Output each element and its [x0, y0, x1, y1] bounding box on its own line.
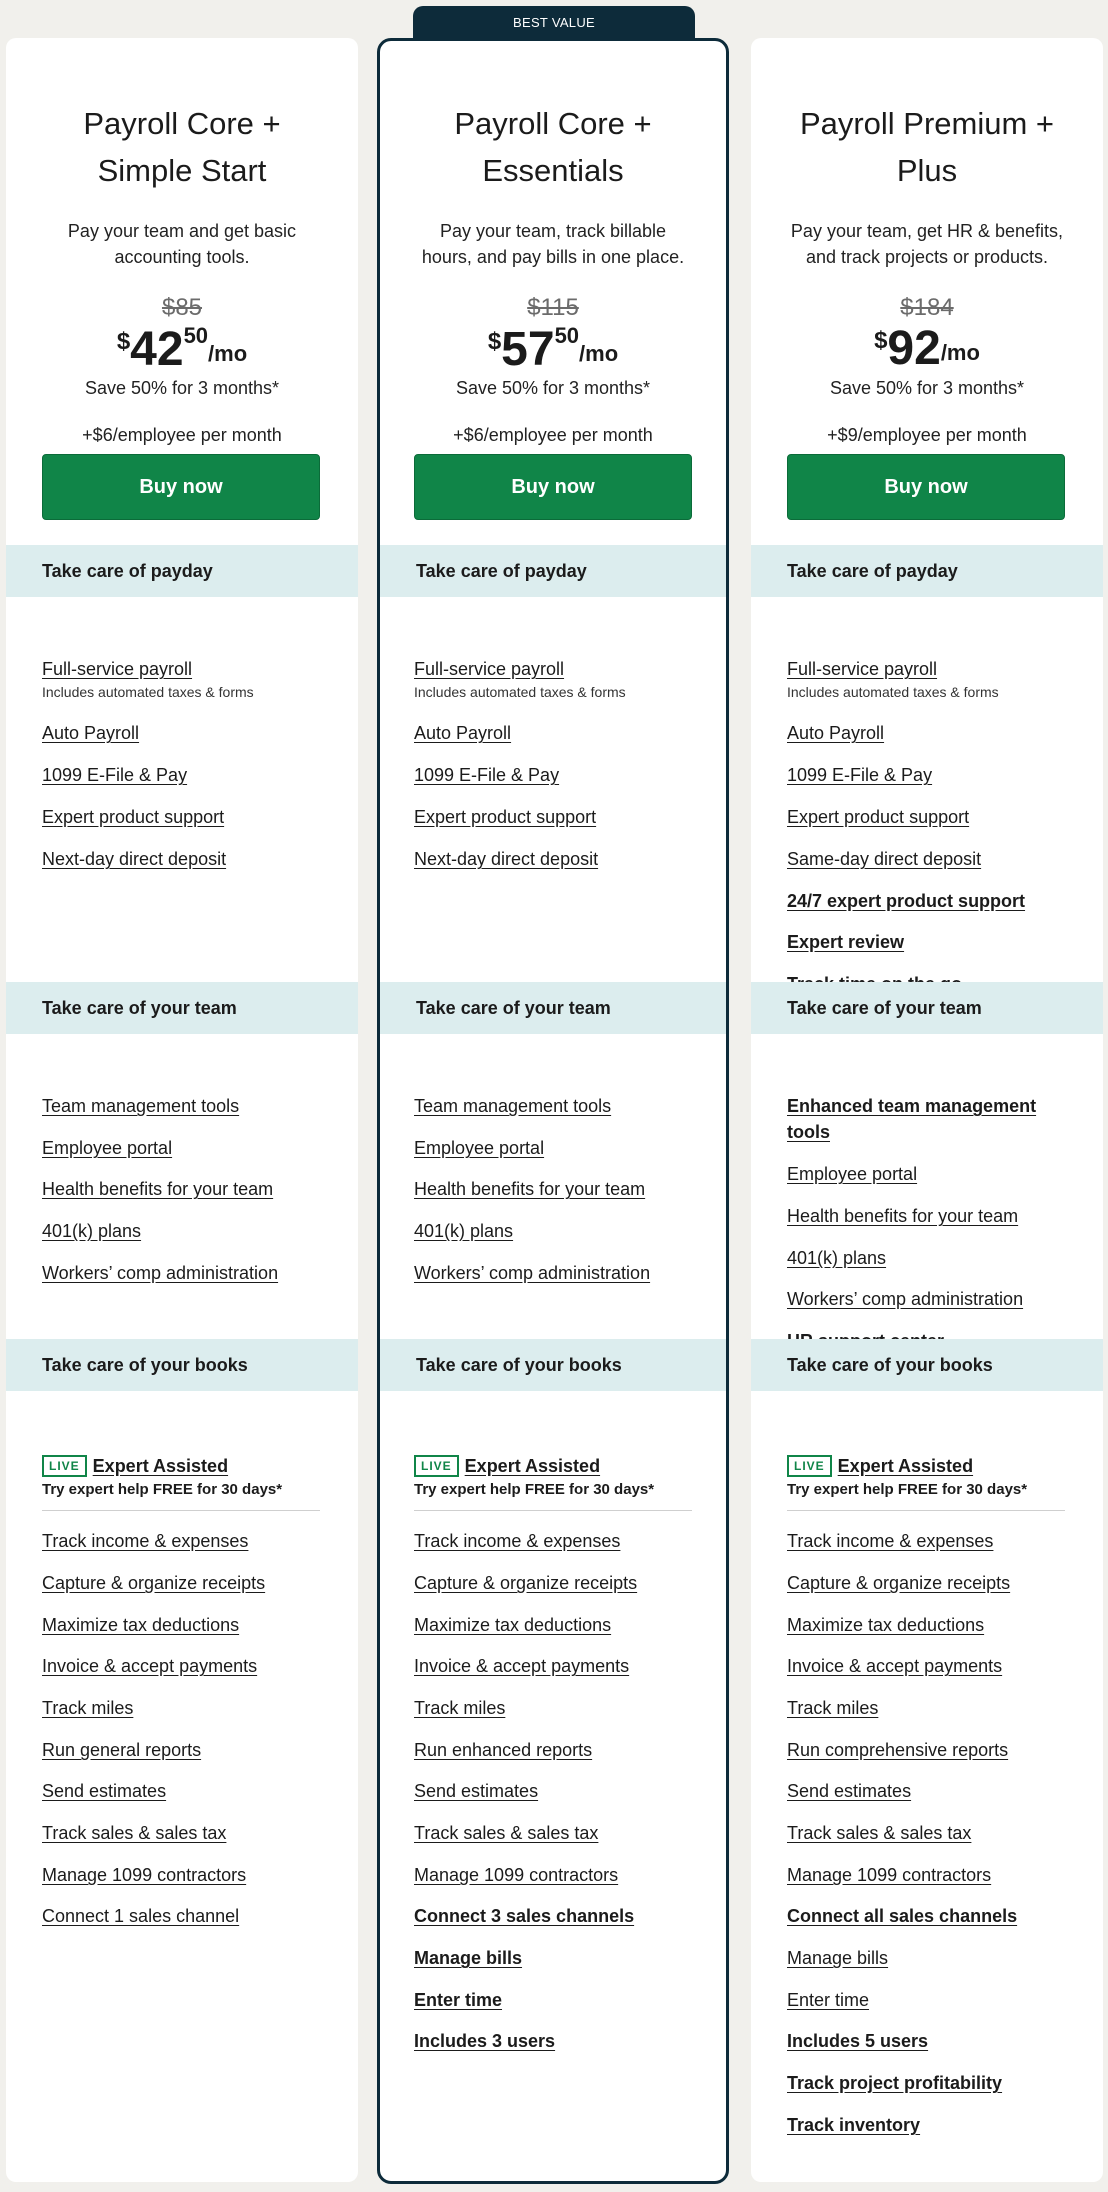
feature-link[interactable]: Capture & organize receipts: [787, 1573, 1011, 1593]
feature-link[interactable]: Track sales & sales tax: [414, 1823, 599, 1843]
feature-item: [787, 1987, 1093, 2013]
plan-title: [6, 100, 358, 194]
feature-link[interactable]: Full-service payroll: [42, 659, 193, 679]
feature-link[interactable]: Send estimates: [414, 1781, 539, 1801]
feature-item: [787, 1245, 1093, 1271]
feature-link[interactable]: Invoice & accept payments: [414, 1656, 630, 1676]
price-whole: 92: [887, 322, 941, 375]
feature-link[interactable]: Auto Payroll: [787, 723, 885, 743]
feature-link[interactable]: Track miles: [42, 1698, 134, 1718]
feature-link[interactable]: Track miles: [414, 1698, 506, 1718]
feature-item: [414, 1778, 716, 1804]
feature-link[interactable]: Connect 1 sales channel: [42, 1906, 240, 1926]
feature-link[interactable]: 401(k) plans: [414, 1221, 514, 1241]
plan-description-line-1: Pay your team, get HR & benefits,: [790, 221, 1064, 241]
plan-card-simple-start: [6, 38, 358, 2182]
feature-link[interactable]: Expert review: [787, 932, 905, 952]
live-badge: LIVE: [42, 1455, 87, 1477]
original-price: $115: [527, 294, 579, 321]
original-price: $85: [161, 294, 203, 321]
feature-link[interactable]: Track inventory: [787, 2115, 921, 2135]
feature-link[interactable]: Team management tools: [414, 1096, 612, 1116]
plan-title-line-1: Payroll Core +: [454, 106, 652, 141]
section-header-payday: Take care of payday: [751, 545, 1103, 597]
plan-title-line-2: Essentials: [482, 153, 624, 188]
feature-item: [787, 1945, 1093, 1971]
feature-item: [42, 1612, 348, 1638]
feature-item: [787, 1570, 1093, 1596]
feature-item: [787, 1903, 1093, 1929]
expert-assisted-link[interactable]: Expert Assisted: [92, 1456, 229, 1476]
feature-item: [42, 1653, 348, 1679]
feature-link[interactable]: 24/7 expert product support: [787, 891, 1026, 911]
per-employee-price: +$9/employee per month: [827, 425, 1027, 445]
trial-text: Try expert help FREE for 30 days*: [42, 1481, 283, 1498]
feature-item: [414, 1820, 716, 1846]
plan-description-line-1: Pay your team, track billable: [439, 221, 667, 241]
feature-link[interactable]: Manage 1099 contractors: [787, 1865, 992, 1885]
plan-title-line-1: Payroll Premium +: [799, 106, 1055, 141]
feature-link[interactable]: Capture & organize receipts: [414, 1573, 638, 1593]
original-price: $184: [900, 294, 954, 321]
feature-item: [787, 929, 1093, 955]
feature-item: [787, 804, 1093, 830]
feature-item: [42, 1260, 348, 1286]
promo-text: Save 50% for 3 months*: [829, 378, 1025, 398]
feature-subtext: Includes automated taxes & forms: [787, 684, 999, 700]
feature-item: [787, 1778, 1093, 1804]
expert-assisted-link[interactable]: Expert Assisted: [464, 1456, 601, 1476]
trial-text: Try expert help FREE for 30 days*: [787, 1481, 1028, 1498]
feature-item: [787, 2070, 1093, 2096]
price-period: /mo: [208, 341, 248, 366]
feature-link[interactable]: Track sales & sales tax: [787, 1823, 972, 1843]
feature-link[interactable]: Track income & expenses: [42, 1531, 249, 1551]
feature-link[interactable]: Track income & expenses: [787, 1531, 994, 1551]
section-header-team: Take care of your team: [751, 982, 1103, 1034]
feature-item: [42, 1135, 348, 1161]
feature-link[interactable]: Invoice & accept payments: [42, 1656, 258, 1676]
plan-title-line-2: Plus: [896, 153, 958, 188]
price-currency: $: [874, 327, 888, 354]
per-employee-price: +$6/employee per month: [82, 425, 282, 445]
divider: [414, 1510, 692, 1511]
section-header-books: Take care of your books: [380, 1339, 726, 1391]
feature-link[interactable]: Maximize tax deductions: [787, 1615, 985, 1635]
feature-link[interactable]: 1099 E-File & Pay: [787, 765, 933, 785]
price-period: /mo: [940, 340, 980, 365]
feature-link[interactable]: 401(k) plans: [787, 1248, 887, 1268]
promo-text: Save 50% for 3 months*: [455, 378, 651, 398]
feature-item: [414, 1612, 716, 1638]
price-currency: $: [116, 328, 131, 355]
feature-item: [414, 1528, 716, 1554]
feature-link[interactable]: Enter time: [414, 1990, 503, 2010]
plan-title-line-2: Simple Start: [97, 153, 267, 188]
feature-item: [787, 2112, 1093, 2138]
feature-link[interactable]: Run comprehensive reports: [787, 1740, 1009, 1760]
feature-subtext: Includes automated taxes & forms: [414, 684, 626, 700]
feature-item: [414, 1737, 716, 1763]
section-header-payday: Take care of payday: [380, 545, 726, 597]
feature-link[interactable]: 401(k) plans: [42, 1221, 142, 1241]
plan-card-premium-plus: [751, 38, 1103, 2182]
feature-item: [414, 1218, 716, 1244]
feature-item: [414, 1570, 716, 1596]
feature-item: [42, 762, 348, 788]
price-period: /mo: [579, 341, 619, 366]
price-currency: $: [487, 328, 502, 355]
current-price: [380, 325, 726, 374]
plan-description: [400, 218, 706, 270]
plan-description: [26, 218, 338, 270]
trial-text: Try expert help FREE for 30 days*: [414, 1481, 655, 1498]
section-header-books: Take care of your books: [751, 1339, 1103, 1391]
feature-item: [42, 1176, 348, 1202]
feature-link[interactable]: Maximize tax deductions: [42, 1615, 240, 1635]
feature-item: [414, 1093, 716, 1119]
feature-link[interactable]: Auto Payroll: [42, 723, 140, 743]
feature-link[interactable]: Employee portal: [787, 1164, 918, 1184]
feature-link[interactable]: Health benefits for your team: [414, 1179, 646, 1199]
feature-item: [42, 1778, 348, 1804]
feature-link[interactable]: 1099 E-File & Pay: [414, 765, 560, 785]
feature-link[interactable]: Connect all sales channels: [787, 1906, 1018, 1926]
section-header-books: Take care of your books: [6, 1339, 358, 1391]
feature-item: [42, 1695, 348, 1721]
plan-description-line-2: hours, and pay bills in one place.: [421, 247, 685, 267]
feature-link[interactable]: Workers’ comp administration: [787, 1289, 1024, 1309]
feature-item: [787, 1203, 1093, 1229]
feature-item: [42, 846, 348, 872]
feature-item: [42, 1737, 348, 1763]
feature-item: [787, 1653, 1093, 1679]
feature-link[interactable]: Auto Payroll: [414, 723, 512, 743]
feature-item: [42, 1862, 348, 1888]
plan-description-line-2: accounting tools.: [114, 247, 250, 267]
feature-link[interactable]: Invoice & accept payments: [787, 1656, 1003, 1676]
feature-item: [787, 762, 1093, 788]
feature-link[interactable]: Workers’ comp administration: [42, 1263, 279, 1283]
feature-link[interactable]: Capture & organize receipts: [42, 1573, 266, 1593]
feature-item: [414, 846, 716, 872]
feature-link[interactable]: Health benefits for your team: [787, 1206, 1019, 1226]
plan-title: [380, 100, 726, 194]
plan-title: [751, 100, 1103, 194]
feature-item: [414, 2028, 716, 2054]
feature-item: [414, 1135, 716, 1161]
feature-item: [787, 846, 1093, 872]
promo-text: Save 50% for 3 months*: [84, 378, 280, 398]
feature-link[interactable]: Team management tools: [42, 1096, 240, 1116]
feature-item: [787, 1695, 1093, 1721]
feature-item: [787, 888, 1093, 914]
feature-link[interactable]: 1099 E-File & Pay: [42, 765, 188, 785]
feature-item: [42, 1218, 348, 1244]
feature-link[interactable]: Manage bills: [414, 1948, 523, 1968]
feature-link[interactable]: Track sales & sales tax: [42, 1823, 227, 1843]
feature-link[interactable]: Includes 5 users: [787, 2031, 929, 2051]
feature-link[interactable]: Includes 3 users: [414, 2031, 556, 2051]
feature-link[interactable]: Expert product support: [787, 807, 970, 827]
feature-item: [414, 1260, 716, 1286]
expert-assisted: [42, 1454, 348, 1478]
feature-link[interactable]: Manage bills: [787, 1948, 889, 1968]
divider: [42, 1510, 320, 1511]
feature-item: [42, 1093, 348, 1119]
buy-now-button[interactable]: Buy now: [787, 454, 1065, 520]
plan-description: [771, 218, 1083, 270]
feature-link[interactable]: Health benefits for your team: [42, 1179, 274, 1199]
feature-link[interactable]: Expert product support: [414, 807, 597, 827]
feature-link[interactable]: Connect 3 sales channels: [414, 1906, 635, 1926]
feature-item: [42, 1570, 348, 1596]
feature-link[interactable]: Send estimates: [42, 1781, 167, 1801]
price-cents: 50: [183, 323, 209, 348]
feature-item: [414, 1903, 716, 1929]
feature-link[interactable]: Employee portal: [42, 1138, 173, 1158]
plan-card-essentials: [377, 38, 729, 2184]
plan-description-line-1: Pay your team and get basic: [67, 221, 297, 241]
best-value-badge: BEST VALUE: [413, 6, 695, 40]
feature-link[interactable]: Full-service payroll: [787, 659, 938, 679]
feature-item: [414, 1862, 716, 1888]
divider: [787, 1510, 1065, 1511]
buy-now-button[interactable]: Buy now: [414, 454, 692, 520]
feature-item: [42, 720, 348, 746]
feature-item: [414, 1945, 716, 1971]
feature-item: [787, 1737, 1093, 1763]
feature-item: [414, 656, 716, 702]
feature-link[interactable]: Track project profitability: [787, 2073, 1003, 2093]
feature-link[interactable]: Enter time: [787, 1990, 870, 2010]
feature-link[interactable]: Next-day direct deposit: [414, 849, 599, 869]
feature-link[interactable]: Track income & expenses: [414, 1531, 621, 1551]
feature-item: [787, 1862, 1093, 1888]
feature-link[interactable]: Maximize tax deductions: [414, 1615, 612, 1635]
plan-title-line-1: Payroll Core +: [83, 106, 281, 141]
section-header-payday: Take care of payday: [6, 545, 358, 597]
current-price: [6, 325, 358, 374]
feature-subtext: Includes automated taxes & forms: [42, 684, 254, 700]
feature-item: [414, 1695, 716, 1721]
buy-now-button[interactable]: Buy now: [42, 454, 320, 520]
feature-link[interactable]: Full-service payroll: [414, 659, 565, 679]
feature-link[interactable]: Enhanced team management: [787, 1096, 1037, 1116]
price-whole: 42: [130, 323, 184, 376]
feature-item: [42, 804, 348, 830]
feature-item: [42, 1820, 348, 1846]
feature-item: [414, 1176, 716, 1202]
plan-description-line-2: and track projects or products.: [805, 247, 1049, 267]
feature-link[interactable]: Expert product support: [42, 807, 225, 827]
section-header-team: Take care of your team: [6, 982, 358, 1034]
feature-link[interactable]: Send estimates: [787, 1781, 912, 1801]
feature-item: [787, 1528, 1093, 1554]
feature-item: [787, 1161, 1093, 1187]
feature-item: [414, 804, 716, 830]
per-employee-price: +$6/employee per month: [453, 425, 653, 445]
feature-item: [42, 1528, 348, 1554]
feature-link[interactable]: Employee portal: [414, 1138, 545, 1158]
feature-item: [787, 656, 1093, 702]
feature-item: [787, 720, 1093, 746]
feature-link[interactable]: tools: [787, 1122, 830, 1142]
live-badge: LIVE: [414, 1455, 459, 1477]
feature-item: [414, 1987, 716, 2013]
expert-assisted: [787, 1454, 1093, 1478]
price-cents: 50: [554, 323, 580, 348]
feature-link[interactable]: Manage 1099 contractors: [414, 1865, 619, 1885]
feature-item: [414, 762, 716, 788]
feature-item: [787, 1286, 1093, 1312]
feature-link[interactable]: Next-day direct deposit: [42, 849, 227, 869]
feature-link[interactable]: Run general reports: [42, 1740, 202, 1760]
feature-item: [787, 1612, 1093, 1638]
feature-item: [787, 2028, 1093, 2054]
feature-item: [42, 656, 348, 702]
feature-item: [414, 720, 716, 746]
feature-link[interactable]: Manage 1099 contractors: [42, 1865, 247, 1885]
feature-item: [414, 1653, 716, 1679]
feature-item: [42, 1903, 348, 1929]
feature-item: [787, 1820, 1093, 1846]
feature-link[interactable]: Run enhanced reports: [414, 1740, 593, 1760]
expert-assisted-link[interactable]: Expert Assisted: [837, 1456, 974, 1476]
current-price: [751, 322, 1103, 375]
price-whole: 57: [501, 323, 555, 376]
expert-assisted: [414, 1454, 716, 1478]
feature-link[interactable]: Same-day direct deposit: [787, 849, 982, 869]
feature-item: [787, 1093, 1093, 1145]
feature-link[interactable]: Workers’ comp administration: [414, 1263, 651, 1283]
feature-link[interactable]: Track miles: [787, 1698, 879, 1718]
live-badge: LIVE: [787, 1455, 832, 1477]
section-header-team: Take care of your team: [380, 982, 726, 1034]
